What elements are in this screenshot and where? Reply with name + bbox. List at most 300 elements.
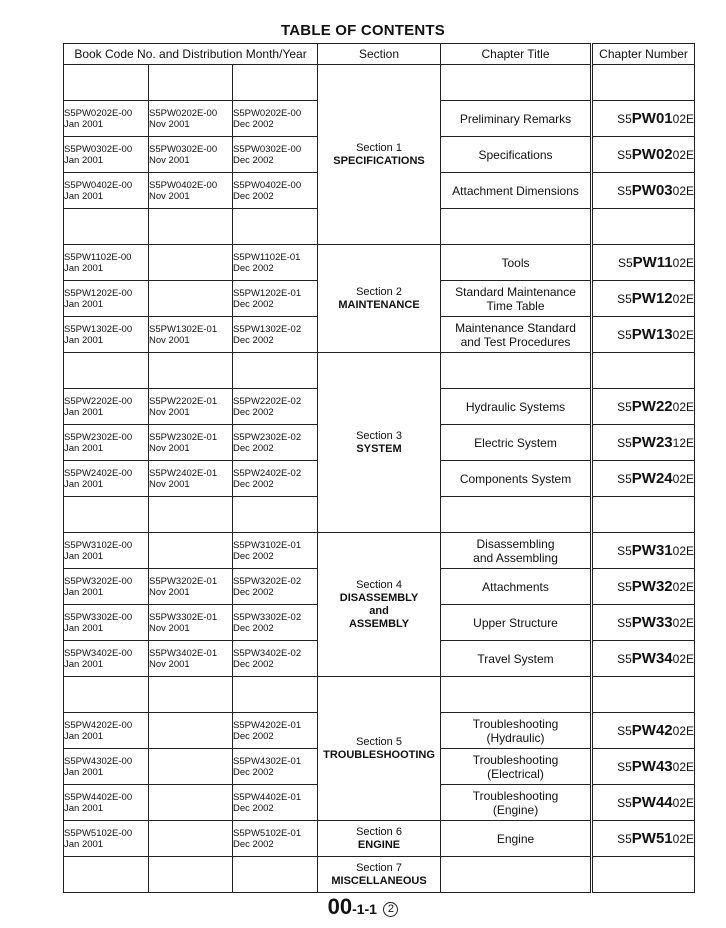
chapter-title: Specifications <box>478 147 553 162</box>
book-code-cell <box>64 353 149 389</box>
chapter-title: Troubleshooting <box>472 716 559 731</box>
distribution-date: Nov 2001 <box>149 190 190 202</box>
chapter-title: (Engine) <box>492 802 539 817</box>
book-code-cell <box>233 173 318 209</box>
chapter-number-cell <box>592 137 695 173</box>
book-code-cell <box>64 101 149 137</box>
chapter-number-prefix: S5 <box>617 436 632 450</box>
chapter-title-cell <box>441 749 592 785</box>
distribution-date: Jan 2001 <box>64 442 104 454</box>
table-row <box>64 533 695 569</box>
section-cell <box>318 65 441 245</box>
chapter-title: Preliminary Remarks <box>459 111 572 126</box>
chapter-number-main: PW33 <box>631 614 673 631</box>
book-code: S5PW2402E-01 <box>149 467 218 479</box>
chapter-number-main: PW43 <box>631 758 673 775</box>
page-title: TABLE OF CONTENTS <box>281 22 445 39</box>
book-code: S5PW1302E-01 <box>149 323 218 335</box>
distribution-date: Nov 2001 <box>149 622 190 634</box>
book-code: S5PW2402E-02 <box>233 467 302 479</box>
chapter-title: Standard Maintenance <box>455 284 576 299</box>
chapter-number-suffix: 02E <box>672 400 695 414</box>
book-code: S5PW2302E-01 <box>149 431 218 443</box>
section-label: Section 1 <box>356 141 402 154</box>
section-label: Section 4 <box>356 578 402 591</box>
chapter-number-main: PW24 <box>631 470 673 487</box>
section-cell <box>318 245 441 353</box>
chapter-number-cell <box>592 533 695 569</box>
distribution-date: Jan 2001 <box>64 838 104 850</box>
chapter-title-cell <box>441 281 592 317</box>
chapter-title-cell <box>441 497 592 533</box>
book-code-cell <box>233 209 318 245</box>
section-cell <box>318 533 441 677</box>
book-code-cell <box>149 857 233 893</box>
chapter-number-prefix: S5 <box>617 112 632 126</box>
chapter-number-suffix: 02E <box>672 148 695 162</box>
section-name: and <box>369 604 389 617</box>
book-code-cell <box>149 461 233 497</box>
chapter-number-cell <box>592 641 695 677</box>
book-code-cell <box>233 101 318 137</box>
book-code: S5PW3102E-01 <box>233 539 302 551</box>
book-code-cell <box>64 461 149 497</box>
book-code-cell <box>64 173 149 209</box>
distribution-date: Jan 2001 <box>64 298 104 310</box>
book-code: S5PW3302E-00 <box>64 611 133 623</box>
chapter-title: Maintenance Standard <box>455 320 576 335</box>
chapter-number-main: PW22 <box>631 398 673 415</box>
book-code-cell <box>233 497 318 533</box>
chapter-number-suffix: 02E <box>672 472 695 486</box>
chapter-number-prefix: S5 <box>617 544 632 558</box>
distribution-date: Jan 2001 <box>64 622 104 634</box>
chapter-number-cell <box>592 821 695 857</box>
page-footer <box>0 894 726 920</box>
chapter-number-suffix: 02E <box>672 184 695 198</box>
toc-table <box>63 43 695 893</box>
book-code-cell <box>64 677 149 713</box>
table-row <box>64 821 695 857</box>
page-number-main: 00 <box>327 894 353 919</box>
chapter-title: (Electrical) <box>487 766 544 781</box>
chapter-title-cell <box>441 65 592 101</box>
book-code-cell <box>233 713 318 749</box>
book-code-cell <box>149 605 233 641</box>
distribution-date: Jan 2001 <box>64 154 104 166</box>
chapter-number-cell <box>592 173 695 209</box>
table-row <box>64 677 695 713</box>
book-code-cell <box>64 317 149 353</box>
header-section: Section <box>318 44 441 65</box>
section-name: TROUBLESHOOTING <box>323 748 435 761</box>
book-code: S5PW1302E-00 <box>64 323 133 335</box>
book-code-cell <box>233 353 318 389</box>
book-code-cell <box>149 497 233 533</box>
book-code-cell <box>64 821 149 857</box>
distribution-date: Dec 2002 <box>233 730 274 742</box>
section-cell <box>318 857 441 893</box>
chapter-number-suffix: 02E <box>672 832 695 846</box>
header-chapter-title: Chapter Title <box>441 44 592 65</box>
section-name: ASSEMBLY <box>348 617 410 630</box>
book-code: S5PW3202E-01 <box>149 575 218 587</box>
book-code-cell <box>64 605 149 641</box>
book-code: S5PW0402E-00 <box>64 179 133 191</box>
distribution-date: Jan 2001 <box>64 478 104 490</box>
table-row <box>64 65 695 101</box>
chapter-number-suffix: 02E <box>672 112 695 126</box>
chapter-title-cell <box>441 173 592 209</box>
header-chapter-number: Chapter Number <box>592 44 695 65</box>
header-book-code: Book Code No. and Distribution Month/Year <box>64 44 318 65</box>
book-code: S5PW3402E-02 <box>233 647 302 659</box>
chapter-number-prefix: S5 <box>617 400 632 414</box>
chapter-number-cell <box>592 785 695 821</box>
section-name: MAINTENANCE <box>338 298 420 311</box>
chapter-number-cell <box>592 101 695 137</box>
chapter-title: Time Table <box>486 298 545 313</box>
chapter-number-suffix: 02E <box>672 544 695 558</box>
table-row <box>64 857 695 893</box>
section-label: Section 3 <box>356 429 402 442</box>
chapter-title: Attachments <box>482 579 549 594</box>
book-code: S5PW0302E-00 <box>149 143 218 155</box>
book-code: S5PW3202E-00 <box>64 575 133 587</box>
chapter-title: Troubleshooting <box>472 788 559 803</box>
chapter-number-cell <box>592 245 695 281</box>
distribution-date: Nov 2001 <box>149 442 190 454</box>
distribution-date: Dec 2002 <box>233 658 274 670</box>
book-code: S5PW4202E-01 <box>233 719 302 731</box>
chapter-number-main: PW03 <box>631 182 673 199</box>
book-code-cell <box>233 641 318 677</box>
chapter-number-prefix: S5 <box>617 832 632 846</box>
chapter-number-cell <box>592 461 695 497</box>
book-code-cell <box>64 533 149 569</box>
book-code: S5PW1102E-00 <box>64 251 132 263</box>
distribution-date: Dec 2002 <box>233 838 274 850</box>
book-code-cell <box>233 605 318 641</box>
chapter-title: Travel System <box>477 651 554 666</box>
chapter-number-cell <box>592 65 695 101</box>
table-row <box>64 245 695 281</box>
distribution-date: Jan 2001 <box>64 406 104 418</box>
chapter-number-suffix: 12E <box>672 436 695 450</box>
book-code-cell <box>64 209 149 245</box>
chapter-number-prefix: S5 <box>617 328 632 342</box>
book-code: S5PW0302E-00 <box>233 143 302 155</box>
chapter-number-prefix: S5 <box>617 184 632 198</box>
book-code-cell <box>233 749 318 785</box>
section-label: Section 7 <box>356 861 402 874</box>
distribution-date: Jan 2001 <box>64 586 104 598</box>
book-code-cell <box>149 641 233 677</box>
book-code: S5PW1302E-02 <box>233 323 302 335</box>
chapter-number-cell <box>592 749 695 785</box>
chapter-title: Electric System <box>474 435 557 450</box>
chapter-title: and Test Procedures <box>460 334 571 349</box>
book-code-cell <box>149 65 233 101</box>
chapter-title-cell <box>441 785 592 821</box>
chapter-number-main: PW32 <box>631 578 673 595</box>
chapter-number-main: PW34 <box>631 650 673 667</box>
distribution-date: Dec 2002 <box>233 190 274 202</box>
chapter-number-suffix: 02E <box>672 796 695 810</box>
section-label: Section 5 <box>356 735 402 748</box>
book-code-cell <box>149 785 233 821</box>
chapter-number-prefix: S5 <box>617 652 632 666</box>
distribution-date: Dec 2002 <box>233 586 274 598</box>
book-code-cell <box>64 425 149 461</box>
book-code-cell <box>233 461 318 497</box>
distribution-date: Nov 2001 <box>149 334 190 346</box>
chapter-title: Engine <box>496 831 535 846</box>
chapter-number-cell <box>592 425 695 461</box>
chapter-number-suffix: 02E <box>672 328 695 342</box>
distribution-date: Dec 2002 <box>233 802 274 814</box>
distribution-date: Dec 2002 <box>233 298 274 310</box>
distribution-date: Nov 2001 <box>149 118 190 130</box>
section-name: SPECIFICATIONS <box>333 154 425 167</box>
chapter-title: Disassembling <box>476 536 555 551</box>
distribution-date: Jan 2001 <box>64 802 104 814</box>
chapter-number-cell <box>592 569 695 605</box>
book-code: S5PW3302E-02 <box>233 611 302 623</box>
book-code: S5PW5102E-01 <box>233 827 302 839</box>
distribution-date: Nov 2001 <box>149 658 190 670</box>
chapter-title-cell <box>441 245 592 281</box>
distribution-date: Dec 2002 <box>233 406 274 418</box>
chapter-number-cell <box>592 209 695 245</box>
chapter-number-cell <box>592 281 695 317</box>
chapter-number-main: PW51 <box>631 830 673 847</box>
distribution-date: Dec 2002 <box>233 118 274 130</box>
book-code-cell <box>64 857 149 893</box>
distribution-date: Jan 2001 <box>64 730 104 742</box>
book-code-cell <box>64 749 149 785</box>
book-code-cell <box>233 857 318 893</box>
book-code-cell <box>149 389 233 425</box>
chapter-number-prefix: S5 <box>617 796 632 810</box>
chapter-title-cell <box>441 569 592 605</box>
book-code: S5PW3102E-00 <box>64 539 133 551</box>
distribution-date: Jan 2001 <box>64 550 104 562</box>
distribution-date: Nov 2001 <box>149 478 190 490</box>
chapter-number-cell <box>592 677 695 713</box>
section-name: DISASSEMBLY <box>339 591 419 604</box>
chapter-title-cell <box>441 713 592 749</box>
book-code-cell <box>64 497 149 533</box>
section-cell <box>318 677 441 821</box>
page-number-sub: -1-1 <box>352 901 377 917</box>
book-code: S5PW2302E-02 <box>233 431 302 443</box>
chapter-title-cell <box>441 605 592 641</box>
book-code-cell <box>149 281 233 317</box>
chapter-title-cell <box>441 677 592 713</box>
book-code: S5PW0402E-00 <box>149 179 218 191</box>
chapter-number-prefix: S5 <box>617 616 632 630</box>
book-code: S5PW2202E-01 <box>149 395 218 407</box>
book-code-cell <box>149 353 233 389</box>
distribution-date: Dec 2002 <box>233 766 274 778</box>
chapter-title-cell <box>441 353 592 389</box>
revision-circle: 2 <box>383 902 398 917</box>
distribution-date: Jan 2001 <box>64 334 104 346</box>
section-cell <box>318 821 441 857</box>
table-row <box>64 353 695 389</box>
book-code: S5PW0302E-00 <box>64 143 133 155</box>
distribution-date: Dec 2002 <box>233 622 274 634</box>
chapter-title: Attachment Dimensions <box>452 183 579 198</box>
book-code-cell <box>233 137 318 173</box>
chapter-number-cell <box>592 605 695 641</box>
chapter-number-prefix: S5 <box>617 472 632 486</box>
book-code-cell <box>64 713 149 749</box>
distribution-date: Jan 2001 <box>64 118 104 130</box>
book-code: S5PW1202E-00 <box>64 287 133 299</box>
chapter-title: and Assembling <box>473 550 558 565</box>
book-code: S5PW4202E-00 <box>64 719 133 731</box>
chapter-number-cell <box>592 857 695 893</box>
distribution-date: Dec 2002 <box>233 154 274 166</box>
book-code: S5PW0202E-00 <box>149 107 218 119</box>
chapter-title-cell <box>441 101 592 137</box>
chapter-number-suffix: 02E <box>672 760 695 774</box>
chapter-title-cell <box>441 317 592 353</box>
chapter-number-prefix: S5 <box>617 760 632 774</box>
book-code-cell <box>64 137 149 173</box>
book-code-cell <box>233 821 318 857</box>
chapter-title: (Hydraulic) <box>486 730 545 745</box>
chapter-number-main: PW02 <box>631 146 673 163</box>
book-code: S5PW4302E-01 <box>233 755 302 767</box>
chapter-number-prefix: S5 <box>617 292 632 306</box>
chapter-number-cell <box>592 317 695 353</box>
book-code-cell <box>149 173 233 209</box>
chapter-title: Troubleshooting <box>472 752 559 767</box>
book-code: S5PW3202E-02 <box>233 575 302 587</box>
book-code: S5PW4402E-00 <box>64 791 133 803</box>
book-code: S5PW2302E-00 <box>64 431 133 443</box>
chapter-title-cell <box>441 641 592 677</box>
chapter-number-main: PW23 <box>631 434 673 451</box>
distribution-date: Jan 2001 <box>64 658 104 670</box>
distribution-date: Nov 2001 <box>149 586 190 598</box>
distribution-date: Dec 2002 <box>233 442 274 454</box>
chapter-number-cell <box>592 713 695 749</box>
book-code-cell <box>233 785 318 821</box>
book-code-cell <box>64 65 149 101</box>
book-code-cell <box>233 245 318 281</box>
chapter-number-cell <box>592 389 695 425</box>
chapter-title-cell <box>441 857 592 893</box>
book-code: S5PW4402E-01 <box>233 791 302 803</box>
chapter-title: Components System <box>459 471 572 486</box>
chapter-number-main: PW42 <box>631 722 673 739</box>
book-code-cell <box>149 101 233 137</box>
chapter-number-suffix: 02E <box>672 256 695 270</box>
book-code-cell <box>149 713 233 749</box>
section-name: MISCELLANEOUS <box>331 874 427 887</box>
chapter-number-cell <box>592 353 695 389</box>
section-label: Section 6 <box>356 825 402 838</box>
chapter-number-suffix: 02E <box>672 652 695 666</box>
chapter-number-suffix: 02E <box>672 724 695 738</box>
book-code-cell <box>233 569 318 605</box>
chapter-number-main: PW12 <box>631 290 673 307</box>
book-code-cell <box>149 137 233 173</box>
chapter-title-cell <box>441 533 592 569</box>
book-code: S5PW3302E-01 <box>149 611 218 623</box>
book-code: S5PW2202E-00 <box>64 395 133 407</box>
book-code-cell <box>233 65 318 101</box>
book-code: S5PW0202E-00 <box>64 107 133 119</box>
chapter-title: Upper Structure <box>473 615 558 630</box>
distribution-date: Jan 2001 <box>64 766 104 778</box>
chapter-title: Hydraulic Systems <box>465 399 566 414</box>
distribution-date: Dec 2002 <box>233 262 274 274</box>
book-code: S5PW3402E-01 <box>149 647 218 659</box>
chapter-title-cell <box>441 461 592 497</box>
book-code-cell <box>149 821 233 857</box>
book-code: S5PW0202E-00 <box>233 107 302 119</box>
book-code: S5PW5102E-00 <box>64 827 133 839</box>
chapter-title-cell <box>441 137 592 173</box>
chapter-number-main: PW44 <box>631 794 673 811</box>
book-code: S5PW0402E-00 <box>233 179 302 191</box>
book-code-cell <box>64 245 149 281</box>
chapter-number-prefix: S5 <box>617 148 632 162</box>
chapter-title-cell <box>441 425 592 461</box>
chapter-title-cell <box>441 389 592 425</box>
book-code-cell <box>233 677 318 713</box>
chapter-number-prefix: S5 <box>617 724 632 738</box>
book-code-cell <box>233 425 318 461</box>
chapter-number-main: PW11 <box>632 254 673 271</box>
book-code-cell <box>64 389 149 425</box>
distribution-date: Dec 2002 <box>233 550 274 562</box>
book-code-cell <box>233 389 318 425</box>
header-row <box>64 44 695 65</box>
book-code: S5PW2202E-02 <box>233 395 302 407</box>
book-code-cell <box>149 317 233 353</box>
section-name: SYSTEM <box>356 442 402 455</box>
book-code: S5PW4302E-00 <box>64 755 133 767</box>
book-code: S5PW1102E-01 <box>233 251 301 263</box>
chapter-title-cell <box>441 209 592 245</box>
chapter-number-prefix: S5 <box>617 580 632 594</box>
distribution-date: Jan 2001 <box>64 190 104 202</box>
distribution-date: Dec 2002 <box>233 478 274 490</box>
distribution-date: Nov 2001 <box>149 154 190 166</box>
book-code-cell <box>149 245 233 281</box>
book-code: S5PW1202E-01 <box>233 287 302 299</box>
chapter-number-main: PW31 <box>631 542 673 559</box>
distribution-date: Nov 2001 <box>149 406 190 418</box>
book-code-cell <box>149 569 233 605</box>
book-code-cell <box>233 317 318 353</box>
chapter-number-main: PW13 <box>631 326 673 343</box>
chapter-title-cell <box>441 821 592 857</box>
book-code-cell <box>149 425 233 461</box>
book-code: S5PW2402E-00 <box>64 467 133 479</box>
book-code-cell <box>64 785 149 821</box>
chapter-number-suffix: 02E <box>672 580 695 594</box>
distribution-date: Dec 2002 <box>233 334 274 346</box>
book-code-cell <box>149 677 233 713</box>
book-code-cell <box>64 641 149 677</box>
